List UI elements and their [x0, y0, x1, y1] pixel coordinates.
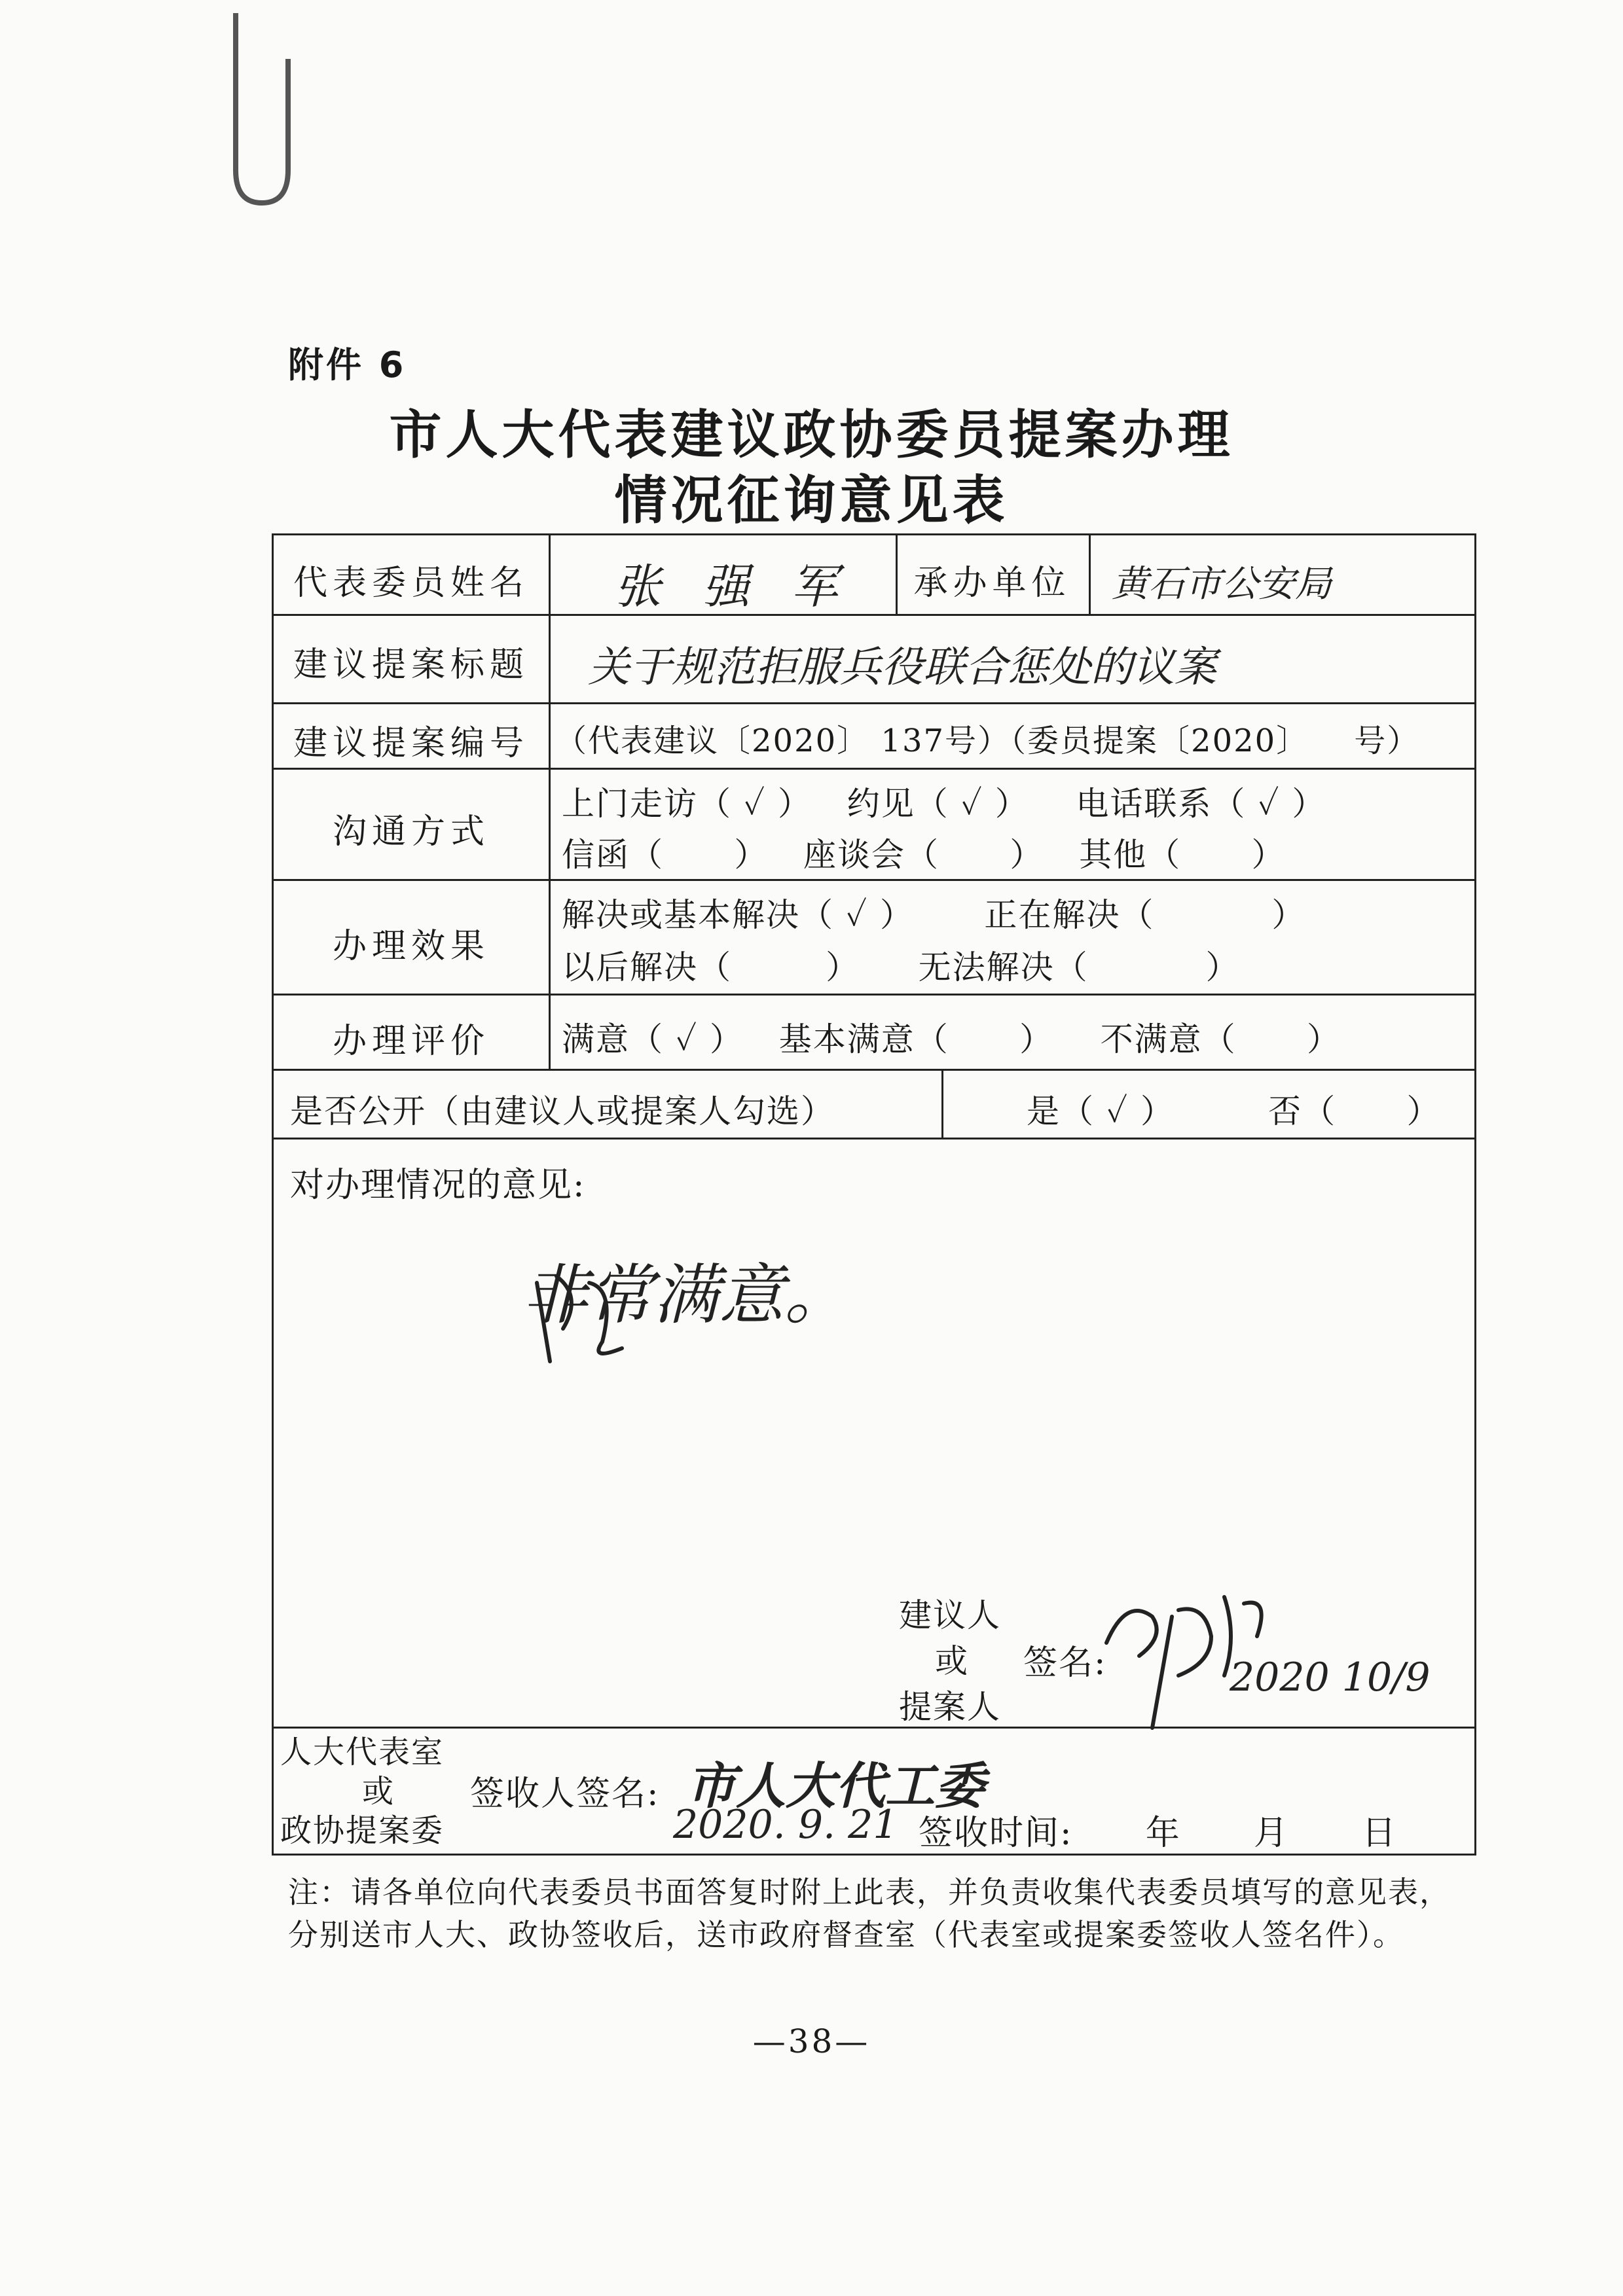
effect-label: 办理效果 [332, 927, 490, 966]
unit-label: 承办单位 [913, 564, 1071, 603]
signer-role-2: 或 [935, 1642, 969, 1680]
receiver-value: 市人大代工委 [686, 1757, 985, 1815]
receive-date-handwritten: 2020. 9. 21 [673, 1802, 898, 1848]
signer-role-1: 建议人 [899, 1596, 1001, 1634]
receive-time-label: 签收时间: 年 月 日 [919, 1814, 1398, 1853]
note-line2: 分别送市人大、政协签收后，送市政府督查室（代表室或提案委签收人签名件）。 [288, 1917, 1404, 1952]
eval-text: 满意（ ✓ ） 基本满意（ ） 不满意（ ） [562, 1020, 1341, 1058]
public-label: 是否公开（由建议人或提案人勾选） [290, 1092, 835, 1130]
sign-date: 2020 10/9 [1230, 1655, 1431, 1700]
effect-line1: 解决或基本解决（ ✓ ） 正在解决（ ） [562, 896, 1306, 934]
opinion-label: 对办理情况的意见: [290, 1166, 586, 1205]
page-title-line1: 市人大代表建议政协委员提案办理 [389, 404, 1234, 465]
attachment-label: 附件 6 [288, 344, 407, 386]
page-number: —38— [752, 2022, 871, 2060]
eval-label: 办理评价 [332, 1022, 490, 1061]
receiver-label: 签收人签名: [470, 1774, 660, 1814]
office-line1: 人大代表室 [280, 1734, 445, 1770]
unit-value: 黄石市公安局 [1112, 563, 1332, 605]
page-title-line2: 情况征询意见表 [614, 470, 1009, 531]
opinion-value: 非常满意。 [522, 1257, 850, 1333]
public-text: 是（ ✓ ） 否（ ） [1027, 1092, 1441, 1130]
note-line1: 注：请各单位向代表委员书面答复时附上此表，并负责收集代表委员填写的意见表， [288, 1874, 1451, 1910]
effect-line2: 以后解决（ ） 无法解决（ ） [562, 948, 1240, 986]
number-label: 建议提案编号 [293, 724, 529, 763]
comm-line1: 上门走访（ ✓ ） 约见（ ✓ ） 电话联系（ ✓ ） [562, 785, 1326, 823]
sign-label: 签名: [1023, 1643, 1107, 1683]
number-text: （代表建议〔2020〕 137号）（委员提案〔2020〕 号） [555, 723, 1420, 759]
subject-value: 关于规范拒服兵役联合惩处的议案 [588, 643, 1216, 692]
signer-role-3: 提案人 [899, 1688, 1001, 1726]
comm-label: 沟通方式 [332, 812, 490, 852]
subject-label: 建议提案标题 [293, 645, 529, 685]
office-line3: 政协提案委 [280, 1812, 445, 1849]
comm-line2: 信函（ ） 座谈会（ ） 其他（ ） [562, 836, 1286, 874]
office-line2: 或 [362, 1773, 395, 1810]
name-label: 代表委员姓名 [293, 564, 529, 603]
name-value: 张 强 军 [614, 559, 851, 614]
